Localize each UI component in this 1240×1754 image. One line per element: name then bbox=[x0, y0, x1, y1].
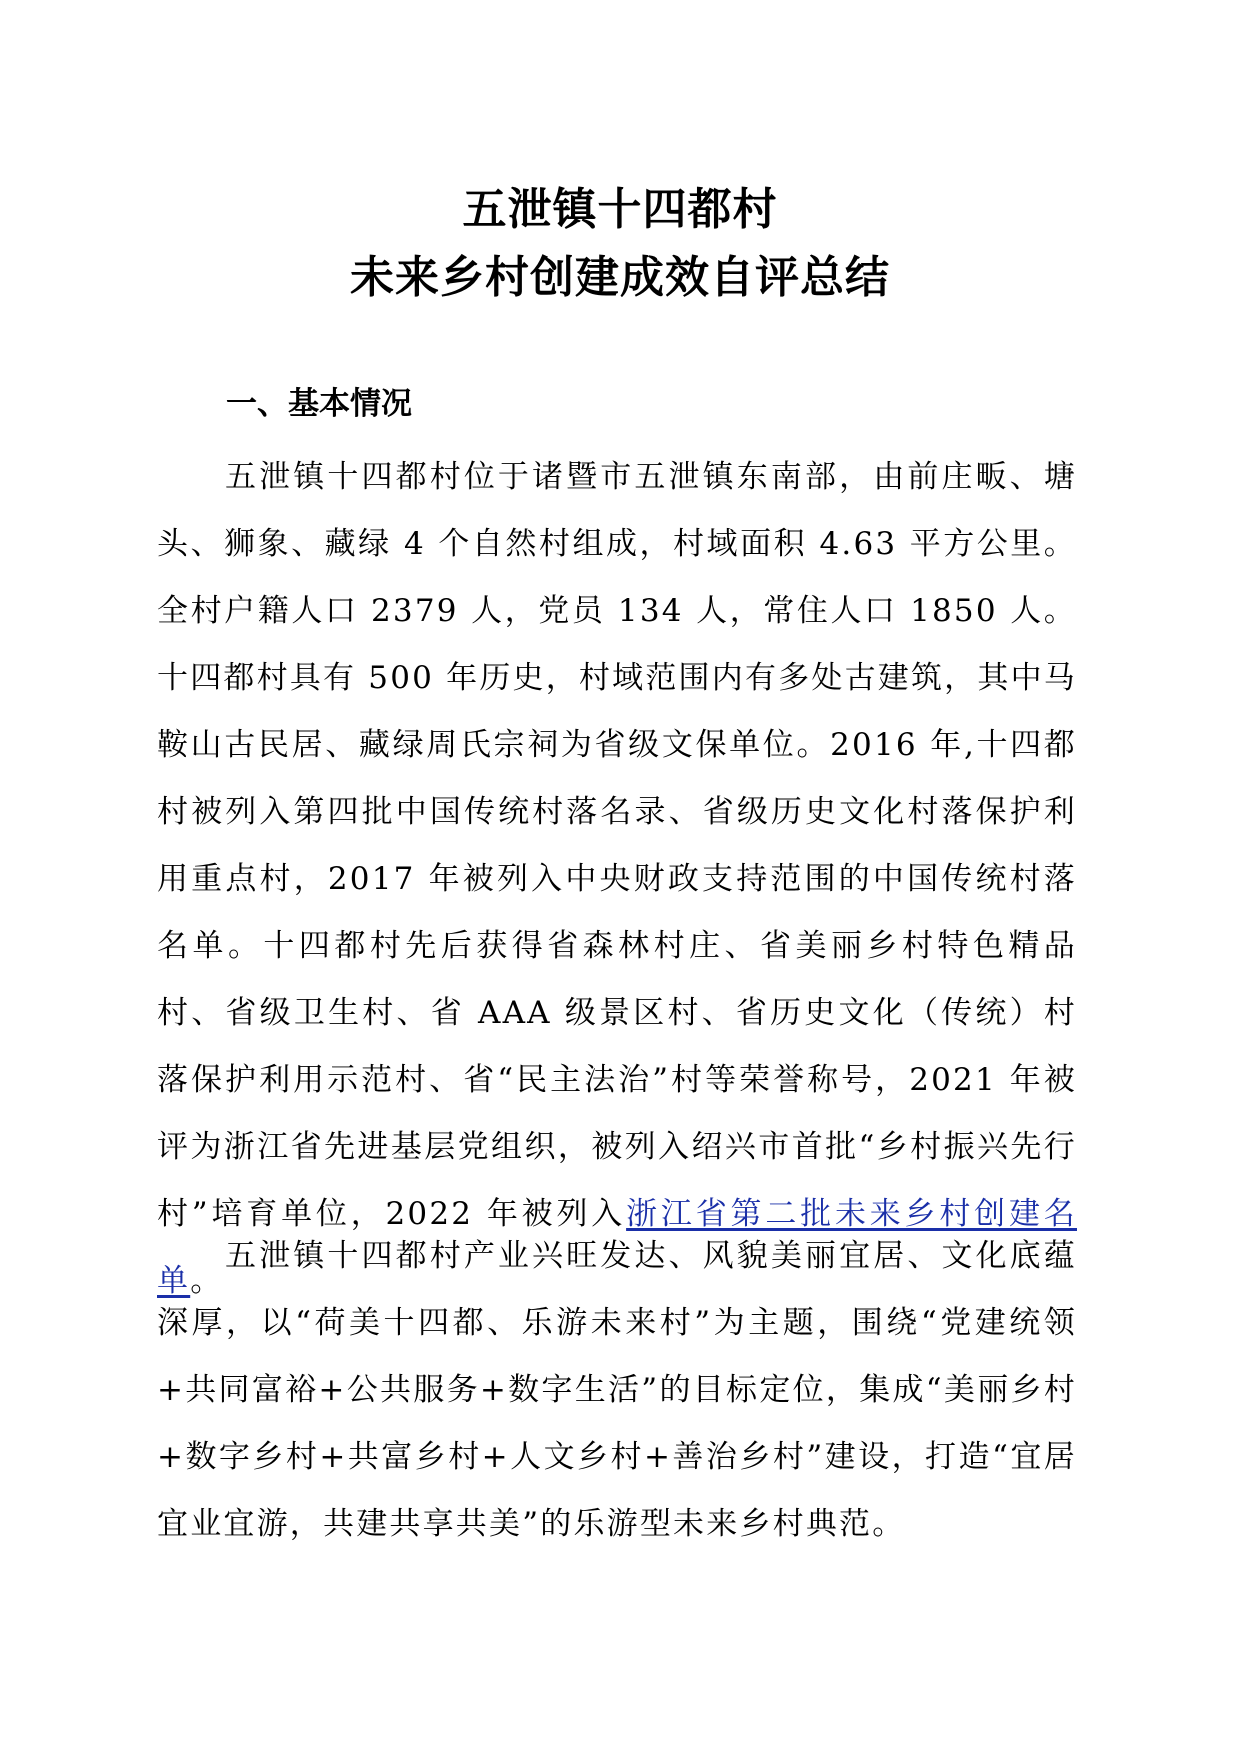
paragraph-basic-info-text: 五泄镇十四都村位于诸暨市五泄镇东南部，由前庄畈、塘头、狮象、藏绿 4 个自然村组成，村域面积 4.63 平方公里。全村户籍人口 2379 人，党员 134 人，常住人口 1850 人。十四都村具有 500 年历史，村域范围内有多处古建筑，其中马鞍山古民居、藏绿周氏宗祠为省级文保单位。2016 年,十四都村被列入第四批中国传统村落名录、省级历史文化村落保护利用重点村，2017 年被列入中央财政支持范围的中国传统村落名单。十四都村先后获得省森林村庄、省美丽乡村特色精品村、省级卫生村、省 AAA 级景区村、省历史文化（传统）村落保护利用示范村、省“民主法治”村等荣誉称号，2021 年被评为浙江省先进基层党组织，被列入绍兴市首批“乡村振兴先行村”培育单位，2022 年被列入 bbox=[157, 459, 1077, 1232]
section-heading-basic-info: 一、基本情况 bbox=[226, 386, 412, 422]
paragraph-basic-info-end: 。 bbox=[190, 1263, 224, 1299]
document-title-line2: 未来乡村创建成效自评总结 bbox=[350, 252, 890, 303]
document-title-line1: 五泄镇十四都村 bbox=[462, 184, 778, 235]
paragraph-basic-info bbox=[157, 444, 1077, 1315]
paragraph-positioning: 五泄镇十四都村产业兴旺发达、风貌美丽宜居、文化底蕴深厚，以“荷美十四都、乐游未来村”为主题，围绕“党建统领+共同富裕+公共服务+数字生活”的目标定位，集成“美丽乡村+数字乡村+共富乡村+人文乡村+善治乡村”建设，打造“宜居宜业宜游，共建共享共美”的乐游型未来乡村典范。 bbox=[157, 1238, 1077, 1542]
creation-list-link[interactable]: 浙江省第二批未来乡村创建名单 bbox=[157, 1196, 1077, 1299]
